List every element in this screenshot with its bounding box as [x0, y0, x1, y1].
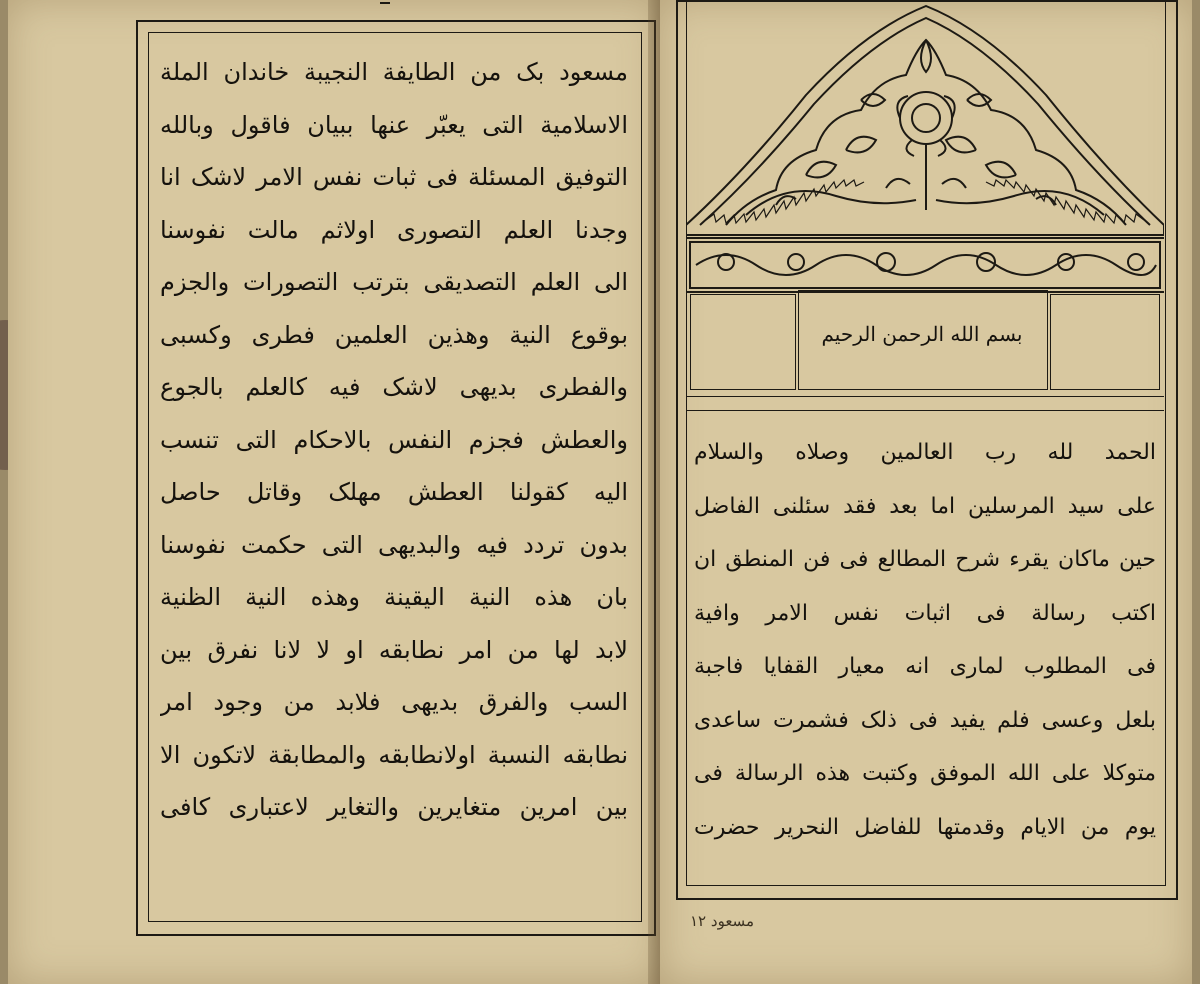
right-line: حین ماکان یقرء شرح المطالع فی فن المنطق ان — [694, 547, 1156, 572]
left-line: السب والفرق بدیهی فلابد من وجود امر — [160, 688, 628, 716]
left-line: مسعود بک من الطایفة النجیبة خاندان الملة — [160, 58, 628, 86]
left-line: التوفیق المسئلة فی ثبات نفس الامر لاشک انا — [160, 163, 628, 191]
left-line: وجدنا العلم التصوری اولاثم مالت نفوسنا — [160, 215, 628, 244]
left-line: والعطش فجزم النفس بالاحکام التی تنسب — [160, 425, 628, 454]
right-line: یوم من الایام وقدمتها للفاضل النحریر حضرت — [694, 814, 1156, 840]
right-line: الحمد لله رب العالمین وصلاه والسلام — [694, 440, 1156, 465]
section-divider — [686, 396, 1164, 397]
right-text-block — [694, 426, 1156, 854]
signature: مسعود ۱۲ — [690, 912, 754, 930]
right-line: اکتب رسالة فی اثبات نفس الامر وافیة — [694, 600, 1156, 626]
floral-arch-ornament-icon — [686, 0, 1164, 300]
page-top-mark — [380, 0, 390, 4]
bismillah-text: بسم الله الرحمن الرحیم — [821, 322, 1023, 346]
right-page — [660, 0, 1192, 984]
section-divider — [686, 410, 1164, 411]
cartouche-side-right — [690, 294, 796, 390]
left-line: لابد لها من امر نطابقه او لا لانا نفرق بین — [160, 635, 628, 664]
right-line: بلعل وعسی فلم یفید فی ذلک فشمرت ساعدی — [694, 707, 1156, 733]
right-line: فی المطلوب لماری انه معیار القفایا فاجبة — [694, 654, 1156, 679]
left-line: والفطری بدیهی لاشک فیه کالعلم بالجوع — [160, 373, 628, 401]
cartouche-side-left — [1050, 294, 1160, 390]
left-line: الیه کقولنا العطش مهلک وقاتل حاصل — [160, 478, 628, 506]
left-page — [8, 0, 660, 984]
left-line: الی العلم التصدیقی بترتب التصورات والجزم — [160, 268, 628, 296]
left-line: بدون تردد فیه والبدیهی التی حکمت نفوسنا — [160, 530, 628, 559]
left-line: بان هذه النیة الیقینة وهذه النیة الظنیة — [160, 583, 628, 611]
left-line: بین امرین متغایرین والتغایر لاعتباری کافی — [160, 793, 628, 821]
right-line: علی سید المرسلین اما بعد فقد سئلنی الفاضل — [694, 493, 1156, 519]
left-text-block — [160, 46, 628, 834]
left-line: نطابقه النسبة اولانطابقه والمطابقة لاتکون الا — [160, 740, 628, 769]
left-line: الاسلامیة التی یعبّر عنها ببیان فاقول وبالله — [160, 110, 628, 139]
right-line: متوکلا علی الله الموفق وکتبت هذه الرسالة فی — [694, 761, 1156, 786]
left-line: بوقوع النیة وهذین العلمین فطری وکسبی — [160, 320, 628, 349]
